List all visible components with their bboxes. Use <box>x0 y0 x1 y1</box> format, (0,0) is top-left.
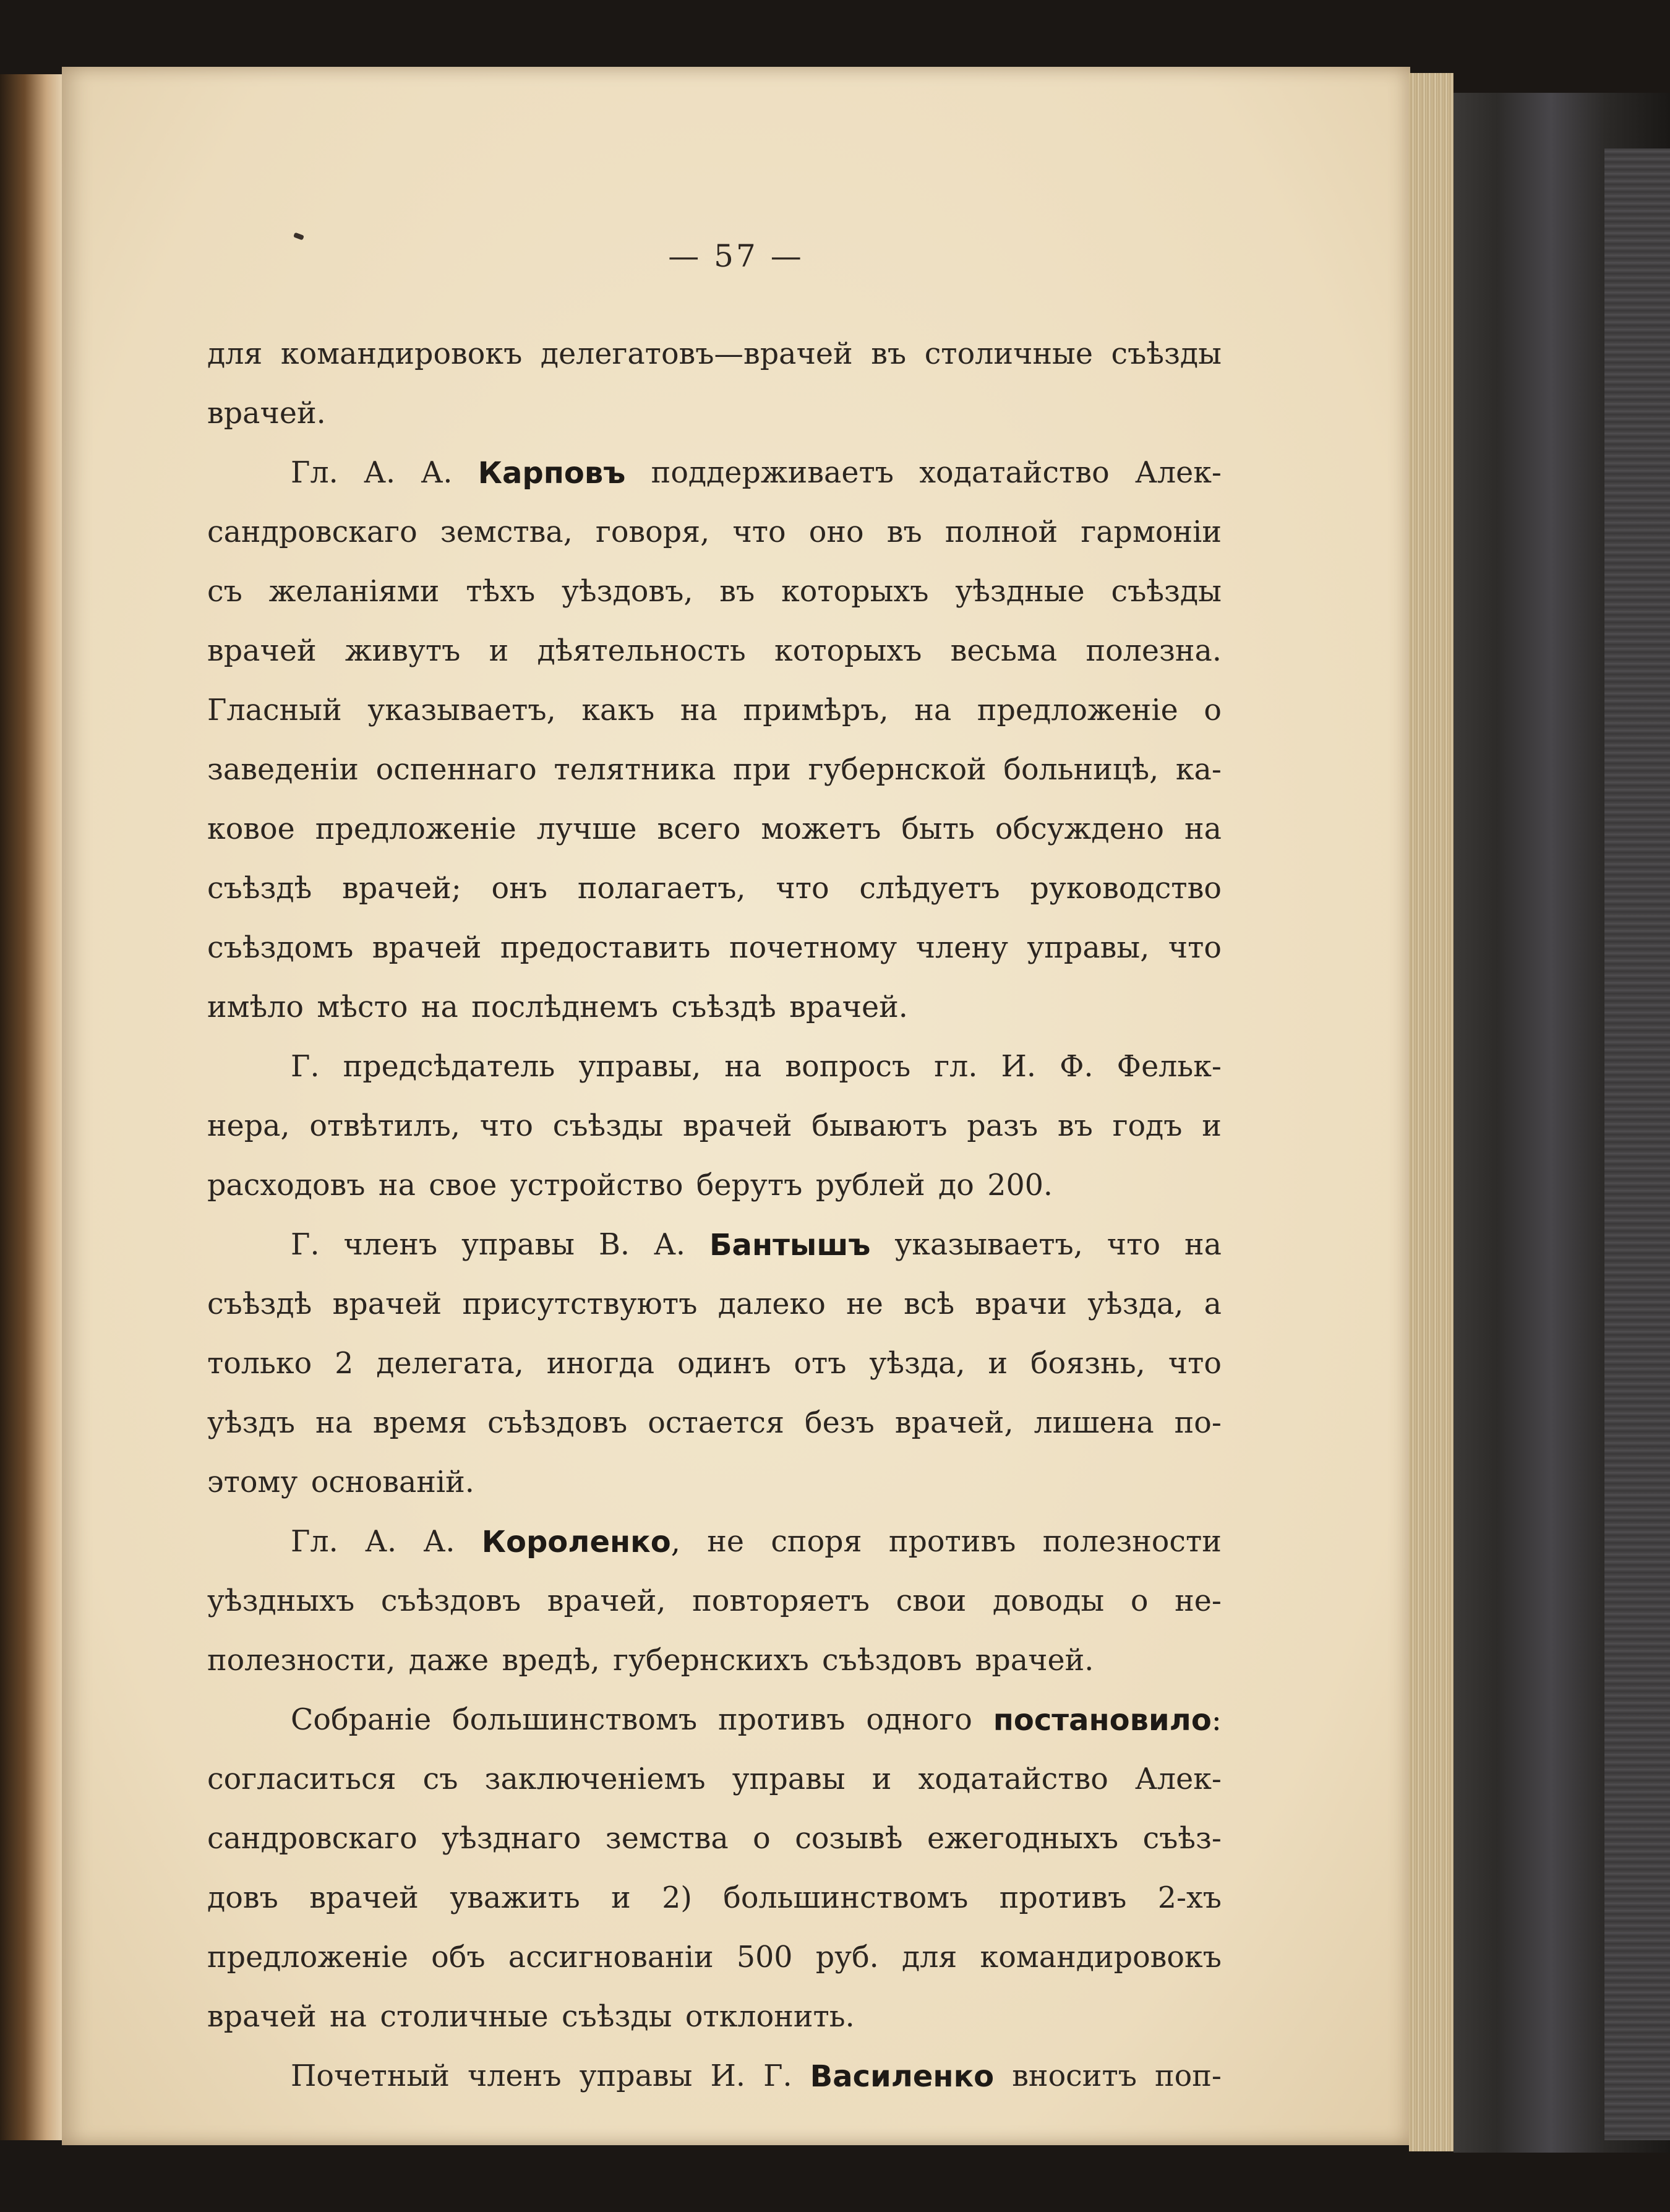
word: 500 <box>736 1940 793 1974</box>
word: врачей <box>207 634 317 668</box>
text-line <box>207 859 1222 919</box>
word: годъ <box>1112 1109 1183 1143</box>
word: врачей, <box>894 1406 1014 1440</box>
text-line <box>207 562 1222 622</box>
word: одного <box>866 1703 972 1737</box>
word: присутствуютъ <box>462 1287 698 1321</box>
word: этому <box>207 1465 298 1499</box>
text-line <box>207 1691 1222 1750</box>
text-line <box>207 384 1222 444</box>
word: о <box>753 1822 771 1856</box>
word: далеко <box>717 1287 826 1321</box>
word: Г. <box>763 2059 792 2093</box>
word: дѣятельность <box>537 634 746 668</box>
text-line <box>207 1928 1222 1987</box>
word: А. <box>364 456 396 490</box>
word: и <box>871 1762 892 1796</box>
word: вопросъ <box>785 1050 911 1084</box>
word: указываетъ, <box>894 1228 1083 1262</box>
word: почетному <box>729 931 897 965</box>
text-line <box>207 1275 1222 1334</box>
word: полной <box>944 515 1058 549</box>
left-page-edge <box>0 74 62 2140</box>
word: делегата, <box>376 1347 524 1381</box>
text-line <box>207 1631 1222 1691</box>
word: больницѣ, <box>1003 753 1159 787</box>
word: предоставить <box>500 931 711 965</box>
word: созывѣ <box>795 1822 903 1856</box>
word: 200. <box>987 1168 1053 1202</box>
word: уѣздные <box>955 575 1085 609</box>
word: съ <box>207 575 242 609</box>
word: берутъ <box>696 1168 803 1202</box>
word: до <box>938 1168 974 1202</box>
word: споря <box>771 1525 862 1559</box>
word: противъ <box>717 1703 846 1737</box>
word: и <box>988 1347 1008 1381</box>
word: съѣзды <box>552 1109 664 1143</box>
text-line <box>207 1334 1222 1394</box>
text-line <box>207 1750 1222 1809</box>
word: поп- <box>1154 2059 1222 2093</box>
word: свое <box>429 1168 497 1202</box>
word: противъ <box>999 1881 1127 1915</box>
word: ходатайство <box>919 456 1110 490</box>
word: врачей <box>309 1881 419 1915</box>
word: о <box>1130 1584 1149 1618</box>
page-number: — 57 — <box>668 238 804 274</box>
word: уѣзднаго <box>442 1822 581 1856</box>
word: что <box>732 515 786 549</box>
bold-name: Василенко <box>810 2059 995 2094</box>
word: устройство <box>510 1168 683 1202</box>
word: столичные <box>924 337 1093 371</box>
word: управы, <box>1027 931 1150 965</box>
word: рублей <box>815 1168 925 1202</box>
word: управы <box>461 1228 575 1262</box>
text-line <box>207 1215 1222 1275</box>
word: иногда <box>546 1347 655 1381</box>
text-line <box>207 444 1222 503</box>
word: полезности, <box>207 1644 396 1678</box>
word: командировокъ <box>980 1940 1222 1974</box>
text-line <box>207 1987 1222 2047</box>
word: А. <box>365 1525 397 1559</box>
word: предложеніе <box>207 1940 408 1974</box>
word: Ф. <box>1060 1050 1094 1084</box>
word: лишена <box>1034 1406 1154 1440</box>
word: А. <box>421 456 453 490</box>
word: ковое <box>207 812 295 846</box>
word: объ <box>431 1940 486 1974</box>
cover-binding-strip <box>1604 148 1670 2140</box>
word: руб. <box>815 1940 879 1974</box>
text-line <box>207 1453 1222 1512</box>
word: что <box>479 1109 534 1143</box>
word: и <box>489 634 509 668</box>
word: полезна. <box>1086 634 1222 668</box>
word: живутъ <box>345 634 461 668</box>
word: одинъ <box>677 1347 771 1381</box>
word: слѣдуетъ <box>859 872 1000 906</box>
word: членъ <box>467 2059 562 2093</box>
word: отклонить. <box>685 2000 855 2034</box>
word: врачей. <box>207 397 326 431</box>
word: послѣднемъ <box>471 990 659 1024</box>
word: оспеннаго <box>375 753 537 787</box>
word: предложеніе <box>315 812 516 846</box>
word: сандровскаго <box>207 1822 417 1856</box>
word: не <box>846 1287 883 1321</box>
word: уѣздовъ, <box>562 575 693 609</box>
word: на <box>330 2000 367 2034</box>
word: губернскихъ <box>613 1644 809 1678</box>
word: врачей <box>207 2000 317 2034</box>
text-line <box>207 1809 1222 1869</box>
text-line <box>207 325 1222 384</box>
text-line <box>207 681 1222 740</box>
word: и <box>611 1881 631 1915</box>
word: остается <box>648 1406 785 1440</box>
word: можетъ <box>761 812 881 846</box>
word: управы <box>732 1762 846 1796</box>
word: съѣзды <box>562 2000 672 2034</box>
word: членъ <box>343 1228 438 1262</box>
word: уѣзда, <box>869 1347 966 1381</box>
word: врачи <box>975 1287 1067 1321</box>
word: въ <box>1057 1109 1093 1143</box>
word: доводы <box>992 1584 1105 1618</box>
word: врачей; <box>342 872 461 906</box>
word: мѣсто <box>317 990 408 1024</box>
word: съѣздовъ <box>380 1584 521 1618</box>
word: съѣздѣ <box>671 990 776 1024</box>
word: Фельк- <box>1116 1050 1222 1084</box>
word: время <box>372 1406 468 1440</box>
text-line <box>207 919 1222 978</box>
text-line <box>207 2047 1222 2106</box>
word: быть <box>901 812 975 846</box>
word: телятника <box>554 753 716 787</box>
word: бываютъ <box>811 1109 948 1143</box>
word: съѣзды <box>1111 337 1222 371</box>
word: И. <box>1001 1050 1037 1084</box>
text-line <box>207 1869 1222 1928</box>
word: уѣзда, <box>1087 1287 1184 1321</box>
word: и <box>1202 1109 1222 1143</box>
word: на <box>914 693 952 727</box>
word: оно <box>808 515 864 549</box>
word: врачей. <box>975 1644 1094 1678</box>
word: въ <box>871 337 907 371</box>
word: свои <box>896 1584 967 1618</box>
word: основаній. <box>310 1465 474 1499</box>
word: врачей <box>332 1287 442 1321</box>
word: Почетный <box>291 2059 450 2093</box>
word: ка- <box>1175 753 1222 787</box>
page-fore-edge <box>1409 73 1454 2151</box>
word: большинствомъ <box>723 1881 969 1915</box>
word: нера, <box>207 1109 290 1143</box>
text-line <box>207 503 1222 562</box>
word: И. <box>710 2059 746 2093</box>
word: для <box>901 1940 957 1974</box>
word: противъ <box>888 1525 1016 1559</box>
word: врачей, <box>547 1584 666 1618</box>
word: на <box>315 1406 353 1440</box>
text-line <box>207 622 1222 681</box>
word: съѣздѣ <box>207 1287 312 1321</box>
word: онъ <box>491 872 548 906</box>
word: вредѣ, <box>502 1644 600 1678</box>
word: земства <box>605 1822 729 1856</box>
word: командировокъ <box>280 337 523 371</box>
word: отъ <box>794 1347 847 1381</box>
word: обсуждено <box>995 812 1164 846</box>
word: гармоніи <box>1081 515 1222 549</box>
word: не <box>707 1525 745 1559</box>
text-line <box>207 1097 1222 1156</box>
text-line <box>207 1572 1222 1631</box>
bold-name: Карповъ <box>477 456 626 491</box>
word: большинствомъ <box>452 1703 698 1737</box>
word: имѣло <box>207 990 304 1024</box>
word: В. <box>598 1228 630 1262</box>
word: Г. <box>291 1228 320 1262</box>
word: полезности <box>1042 1525 1222 1559</box>
word: желаніями <box>268 575 440 609</box>
word: 2-хъ <box>1157 1881 1222 1915</box>
word: Собраніе <box>291 1703 432 1737</box>
word: делегатовъ—врачей <box>540 337 853 371</box>
word: губернской <box>808 753 987 787</box>
word: что <box>1168 931 1222 965</box>
word: врачей <box>682 1109 792 1143</box>
word: ассигнованіи <box>508 1940 714 1974</box>
word: на <box>724 1050 762 1084</box>
word: Гл. <box>291 1525 338 1559</box>
word: ходатайство <box>918 1762 1108 1796</box>
word: на <box>421 990 458 1024</box>
word: какъ <box>581 693 655 727</box>
word: не- <box>1175 1584 1222 1618</box>
word: 2) <box>662 1881 692 1915</box>
word: руководство <box>1030 872 1222 906</box>
word: расходовъ <box>207 1168 366 1202</box>
word: сандровскаго <box>207 515 417 549</box>
word: что <box>1107 1228 1161 1262</box>
word: поддерживаетъ <box>651 456 894 490</box>
bold-name: Бантышъ <box>709 1228 871 1262</box>
word: врачей <box>372 931 482 965</box>
word: А. <box>423 1525 455 1559</box>
text-line <box>207 1394 1222 1453</box>
word: А. <box>653 1228 685 1262</box>
word: врачей. <box>789 990 908 1024</box>
word: лучше <box>536 812 637 846</box>
word: на <box>680 693 717 727</box>
word: съѣзды <box>1111 575 1222 609</box>
text-line <box>207 800 1222 859</box>
text-line <box>207 978 1222 1037</box>
word: 2 <box>335 1347 354 1381</box>
word: столичные <box>380 2000 549 2034</box>
word: предложеніе <box>977 693 1178 727</box>
word: которыхъ <box>781 575 929 609</box>
word: что <box>776 872 829 906</box>
word: при <box>733 753 791 787</box>
word: на <box>1184 812 1222 846</box>
word: вноситъ <box>1012 2059 1137 2093</box>
text-line <box>207 740 1222 800</box>
word: уважить <box>450 1881 580 1915</box>
word: безъ <box>805 1406 875 1440</box>
bold-name: постановило: <box>993 1703 1222 1738</box>
word: заключеніемъ <box>484 1762 706 1796</box>
word: о <box>1204 693 1222 727</box>
word: согласиться <box>207 1762 396 1796</box>
word: на <box>1184 1228 1222 1262</box>
word: земства, <box>440 515 573 549</box>
word: съѣз- <box>1142 1822 1222 1856</box>
word: Алек- <box>1134 456 1222 490</box>
text-line <box>207 1156 1222 1215</box>
word: управы, <box>578 1050 701 1084</box>
word: примѣръ, <box>743 693 889 727</box>
word: уѣздъ <box>207 1406 295 1440</box>
word: съѣздовъ <box>487 1406 628 1440</box>
word: всего <box>657 812 741 846</box>
word: съѣздомъ <box>207 931 354 965</box>
word: повторяетъ <box>692 1584 870 1618</box>
word: тѣхъ <box>466 575 536 609</box>
body-text <box>207 325 1222 2106</box>
word: предсѣдатель <box>343 1050 555 1084</box>
word: по- <box>1174 1406 1222 1440</box>
word: даже <box>408 1644 489 1678</box>
word: Алек- <box>1134 1762 1222 1796</box>
word: съѣздѣ <box>207 872 312 906</box>
word: Гл. <box>291 456 338 490</box>
word: говоря, <box>595 515 710 549</box>
word: ежегодныхъ <box>927 1822 1119 1856</box>
word: довъ <box>207 1881 278 1915</box>
word: всѣ <box>904 1287 955 1321</box>
word: разъ <box>967 1109 1038 1143</box>
word: на <box>378 1168 416 1202</box>
word: которыхъ <box>774 634 922 668</box>
word: заведеніи <box>207 753 359 787</box>
bold-name: Короленко, <box>481 1525 680 1559</box>
word: съ <box>422 1762 458 1796</box>
word: гл. <box>934 1050 978 1084</box>
word: только <box>207 1347 312 1381</box>
text-line <box>207 1512 1222 1572</box>
word: съѣздовъ <box>822 1644 962 1678</box>
word: полагаетъ, <box>577 872 746 906</box>
word: члену <box>915 931 1008 965</box>
word: что <box>1168 1347 1222 1381</box>
word: для <box>207 337 263 371</box>
word: Г. <box>291 1050 320 1084</box>
word: въ <box>719 575 755 609</box>
word: боязнь, <box>1030 1347 1145 1381</box>
word: отвѣтилъ, <box>309 1109 461 1143</box>
word: указываетъ, <box>367 693 556 727</box>
word: Гласный <box>207 693 342 727</box>
text-line <box>207 1037 1222 1097</box>
word: уѣздныхъ <box>207 1584 355 1618</box>
word: управы <box>579 2059 693 2093</box>
word: въ <box>886 515 922 549</box>
word: весьма <box>950 634 1058 668</box>
word: а <box>1204 1287 1222 1321</box>
